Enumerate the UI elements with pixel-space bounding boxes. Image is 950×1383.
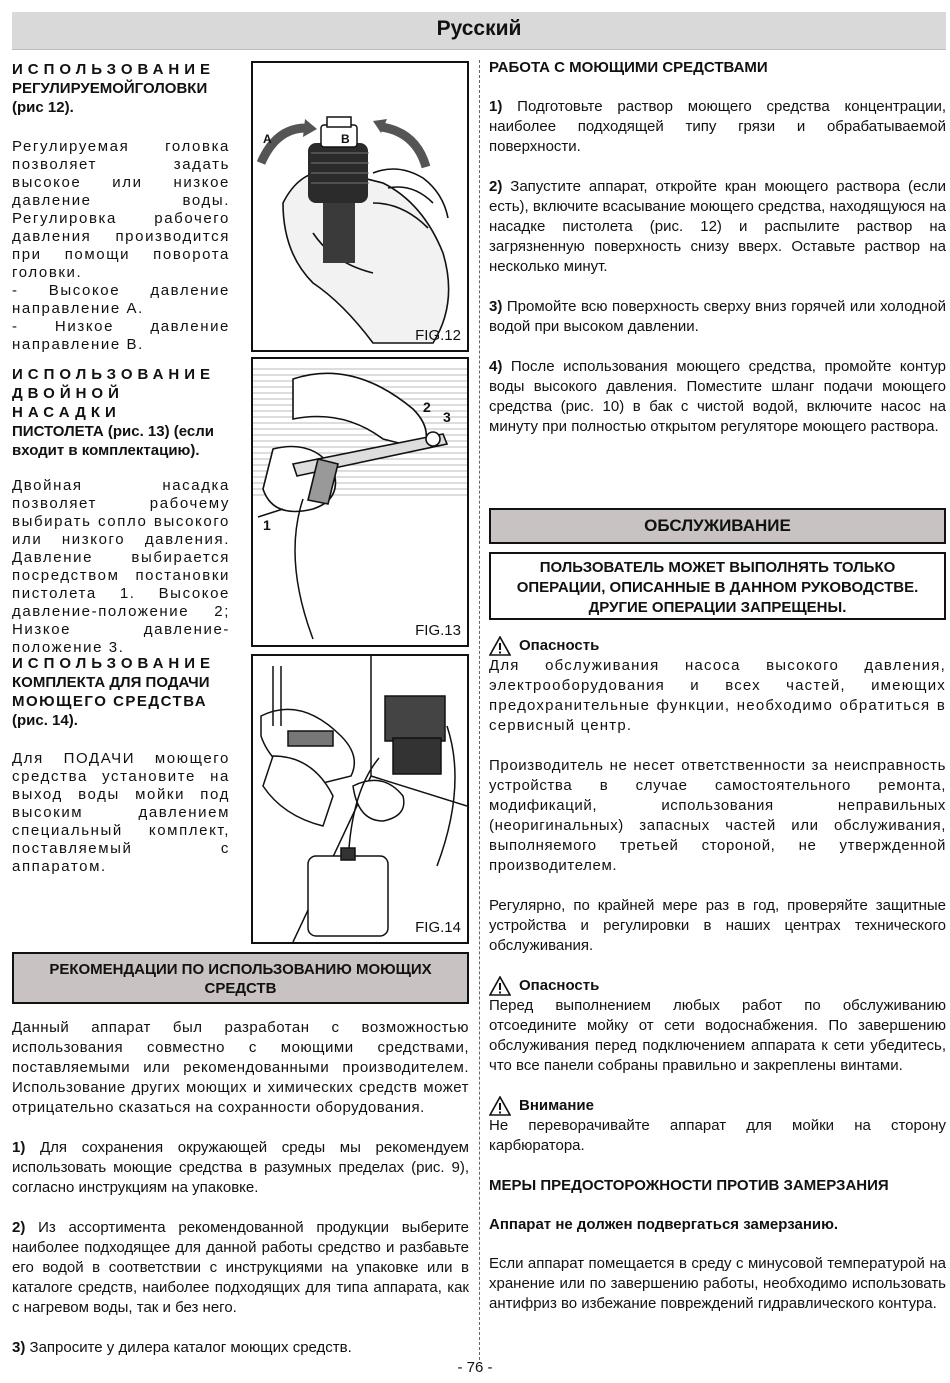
position-label-2: 2 bbox=[423, 399, 431, 415]
warning-triangle-icon bbox=[489, 1096, 511, 1116]
warning-triangle-icon bbox=[489, 636, 511, 656]
recommendation-item bbox=[12, 1218, 469, 1318]
step-text: Подготовьте раствор моющего средства концентрации, наиболее подходящей типу грязи и обрабатываемой поверхности. bbox=[489, 98, 946, 155]
arrow-label-b: B bbox=[341, 132, 350, 146]
arrow-label-a: A bbox=[263, 132, 272, 146]
danger-1-text: Для обслуживания насоса высокого давления, электрооборудования и всех частей, имеющих предохранительные функции, необходимо обратиться в сервисный центр. bbox=[489, 657, 946, 734]
step-text: Промойте всю поверхность сверху вниз горячей или холодной водой при высоком давлении. bbox=[489, 298, 946, 335]
section-heading: ПИСТОЛЕТА (рис. 13) (если входит в комплектацию). bbox=[12, 423, 214, 459]
danger-1-title: Опасность bbox=[519, 637, 600, 654]
work-step bbox=[489, 177, 946, 277]
section-body: Двойная насадка позволяет рабочему выбирать сопло высокого или низкого давления. Давление выбирается посредством постановки пистолета 1. Высокое давление-положение 2; Низкое давление- положение 3. bbox=[12, 477, 230, 656]
section-body: Для ПОДАЧИ моющего средства установите на выход воды мойки под высоким давлением специальный комплект, поставляемый с аппаратом. bbox=[12, 750, 230, 875]
recommendations-heading: РЕКОМЕНДАЦИИ ПО ИСПОЛЬЗОВАНИЮ МОЮЩИХ СРЕДСТВ bbox=[49, 961, 432, 997]
section-heading: РЕГУЛИРУЕМОЙГОЛОВКИ bbox=[12, 80, 208, 97]
recommendations-intro: Данный аппарат был разработан с возможностью использования совместно с моющими средствами, поставляемыми или рекомендованными производителем. Использование других моющих и химических средств может отрицательно сказаться на сохранности оборудования. bbox=[12, 1019, 469, 1116]
figure-13 bbox=[251, 357, 469, 647]
list-item: - Низкое давление направление В. bbox=[12, 318, 230, 353]
item-number: 2) bbox=[12, 1219, 26, 1236]
step-number: 1) bbox=[489, 98, 503, 115]
section-heading: КОМПЛЕКТА ДЛЯ ПОДАЧИ bbox=[12, 674, 210, 691]
language-title: Русский bbox=[436, 17, 522, 40]
danger-1-title-row bbox=[489, 636, 946, 656]
dual-nozzle-gun-illustration bbox=[253, 359, 467, 645]
item-number: 3) bbox=[12, 1339, 26, 1356]
language-header bbox=[12, 12, 946, 50]
item-text: Запросите у дилера каталог моющих средств. bbox=[25, 1339, 352, 1356]
column-divider bbox=[479, 60, 480, 1360]
regular-check-text: Регулярно, по крайней мере раз в год, проверяйте защитные устройства и регулировки в наших центрах технического обслуживания. bbox=[489, 897, 946, 954]
detergent-work-section bbox=[489, 58, 946, 457]
section-heading: (рис. 14). bbox=[12, 712, 78, 729]
adjustable-nozzle-illustration bbox=[253, 63, 467, 350]
section-heading: (рис 12). bbox=[12, 99, 74, 116]
warning-triangle-icon bbox=[489, 976, 511, 996]
frost-heading: МЕРЫ ПРЕДОСТОРОЖНОСТИ ПРОТИВ ЗАМЕРЗАНИЯ bbox=[489, 1177, 889, 1194]
figure-12 bbox=[251, 61, 469, 352]
section-adjustable-head bbox=[12, 60, 230, 354]
attention-title: Внимание bbox=[519, 1097, 594, 1114]
item-text: Из ассортимента рекомендованной продукции выберите наиболее подходящее для данной работы средство и разбавьте его водой в соответствии с инструкциями на упаковке или в каталоге средств, наиболее подходящих для типа аппарата, как с нагревом воды, так и без него. bbox=[12, 1219, 469, 1316]
figure-label: FIG.14 bbox=[415, 919, 461, 936]
recommendation-item bbox=[12, 1338, 469, 1358]
danger-2-text: Перед выполнением любых работ по обслуживанию отсоедините мойку от сети водоснабжения. По завершению обслуживания перед подключением аппарата к сети убедитесь, что все панели собраны правильно и закреплены винтами. bbox=[489, 997, 946, 1074]
frost-text: Если аппарат помещается в среду с минусовой температурой на хранение или по завершению работы, необходимо использовать антифриз во избежание повреждений гидравлического контура. bbox=[489, 1255, 946, 1312]
attention-title-row bbox=[489, 1096, 946, 1116]
position-label-1: 1 bbox=[263, 517, 271, 533]
work-heading: РАБОТА С МОЮЩИМИ СРЕДСТВАМИ bbox=[489, 59, 768, 76]
section-heading: ИСПОЛЬЗОВАНИЕ bbox=[12, 366, 216, 383]
work-step bbox=[489, 357, 946, 437]
step-number: 4) bbox=[489, 358, 503, 375]
detergent-kit-illustration bbox=[253, 656, 467, 942]
danger-2-title: Опасность bbox=[519, 977, 600, 994]
figure-label: FIG.12 bbox=[415, 327, 461, 344]
position-label-3: 3 bbox=[443, 409, 451, 425]
figure-14 bbox=[251, 654, 469, 944]
step-text: После использования моющего средства, промойте контур воды высокого давления. Поместите шланг подачи моющего средства (рис. 10) в бак с чистой водой, включите насос на минуту при полностью открытом регуляторе моющего раствора. bbox=[489, 358, 946, 435]
section-dual-nozzle bbox=[12, 365, 230, 657]
section-heading: ИСПОЛЬЗОВАНИЕ bbox=[12, 61, 216, 78]
step-text: Запустите аппарат, откройте кран моющего раствора (если есть), включите всасывание моющего средства, находящуюся на насадке пистолета (рис. 12) и распылите раствор на загрязненную поверхность снизу вверх. Оставьте раствор на несколько минут. bbox=[489, 178, 946, 275]
section-heading: ИСПОЛЬЗОВАНИЕ bbox=[12, 655, 216, 672]
figure-label: FIG.13 bbox=[415, 622, 461, 639]
attention-text: Не переворачивайте аппарат для мойки на сторону карбюратора. bbox=[489, 1117, 946, 1154]
section-detergent-kit bbox=[12, 654, 230, 876]
user-notice-text: ПОЛЬЗОВАТЕЛЬ МОЖЕТ ВЫПОЛНЯТЬ ТОЛЬКО ОПЕРАЦИИ, ОПИСАННЫЕ В ДАННОМ РУКОВОДСТВЕ. ДРУГИЕ ОПЕРАЦИИ ЗАПРЕЩЕНЫ. bbox=[516, 559, 919, 616]
work-step bbox=[489, 297, 946, 337]
recommendations-text bbox=[12, 1018, 469, 1378]
work-step bbox=[489, 97, 946, 157]
step-number: 3) bbox=[489, 298, 503, 315]
item-text: Для сохранения окружающей среды мы рекомендуем использовать моющие средства в разумных пределах (рис. 9), согласно инструкциям на упаковке. bbox=[12, 1139, 469, 1196]
section-body: Регулируемая головка позволяет задать высокое или низкое давление воды. Регулировка рабочего давления производится при помощи поворота головки. bbox=[12, 138, 230, 281]
recommendation-item bbox=[12, 1138, 469, 1198]
item-number: 1) bbox=[12, 1139, 26, 1156]
section-heading: МОЮЩЕГО СРЕДСТВА bbox=[12, 693, 208, 710]
list-item: - Высокое давление направление А. bbox=[12, 282, 230, 317]
section-heading: ДВОЙНОЙ НАСАДКИ bbox=[12, 385, 124, 421]
frost-subheading: Аппарат не должен подвергаться замерзанию. bbox=[489, 1216, 839, 1233]
liability-text: Производитель не несет ответственности за неисправность устройства в случае самостоятельного ремонта, модификаций, использования неправильных (неоригинальных) запасных частей или обслуживания, выполняемого третьей стороной, не утвержденной производителем. bbox=[489, 757, 946, 874]
user-notice-box bbox=[489, 552, 946, 620]
service-details bbox=[489, 636, 946, 1314]
page-number: - 76 - bbox=[457, 1359, 493, 1376]
service-heading-box bbox=[489, 508, 946, 544]
recommendations-heading-box bbox=[12, 952, 469, 1004]
step-number: 2) bbox=[489, 178, 503, 195]
service-heading: ОБСЛУЖИВАНИЕ bbox=[644, 516, 791, 535]
danger-2-title-row bbox=[489, 976, 946, 996]
